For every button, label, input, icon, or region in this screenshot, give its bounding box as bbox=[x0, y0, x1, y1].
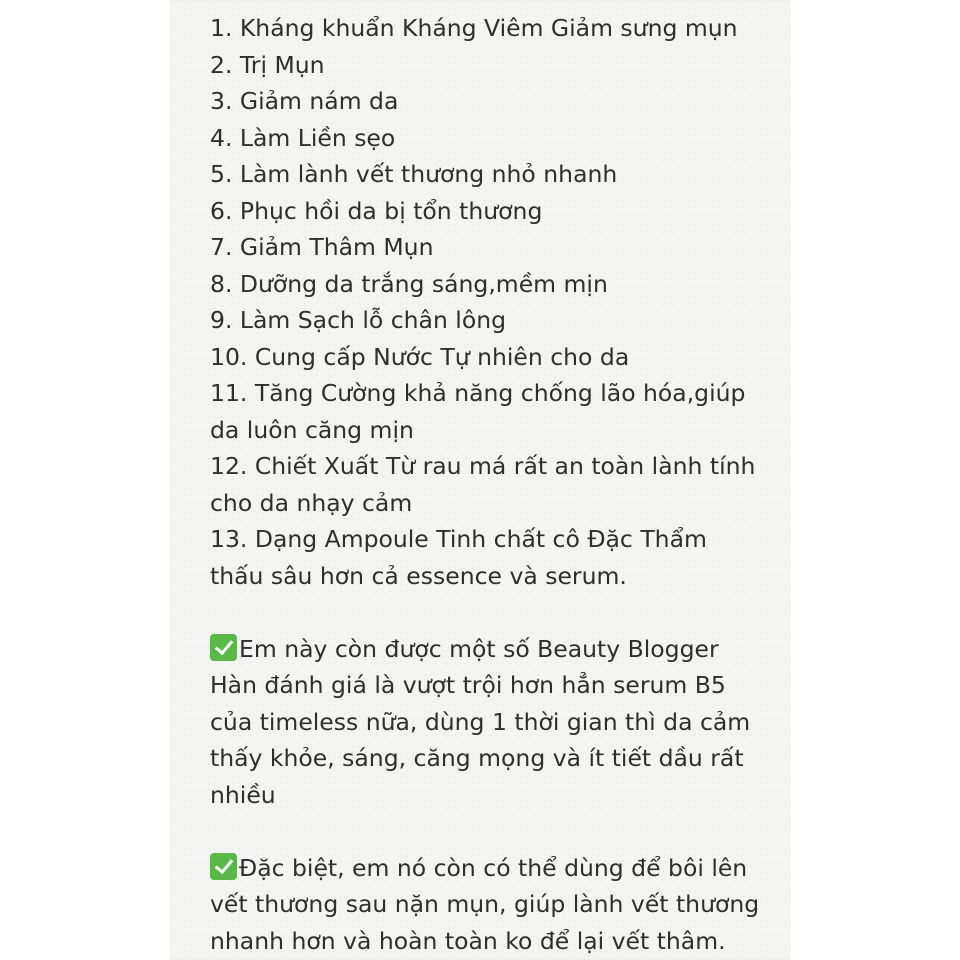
paragraph-1-line-5: nhiều bbox=[210, 780, 276, 809]
paragraph-1-line-4: thấy khỏe, sáng, căng mọng và ít tiết dầu rất bbox=[210, 744, 744, 772]
paragraph-2-line-1-text: Đặc biệt, em nó còn có thể dùng để bôi lên bbox=[239, 853, 748, 882]
paragraph-1-line-2: Hàn đánh giá là vượt trội hơn hẳn serum B5 bbox=[210, 671, 726, 699]
check-mark-icon bbox=[210, 634, 237, 661]
special-use-paragraph bbox=[210, 850, 770, 960]
list-item-5: 5. Làm lành vết thương nhỏ nhanh bbox=[210, 160, 618, 188]
list-item-6: 6. Phục hồi da bị tổn thương bbox=[210, 196, 543, 225]
blank-line bbox=[210, 594, 770, 631]
notes-text bbox=[210, 10, 770, 959]
list-item-12-line-2: cho da nhạy cảm bbox=[210, 488, 413, 517]
list-item-13-line-1: 13. Dạng Ampoule Tinh chất cô Đặc Thẩm bbox=[210, 525, 707, 553]
list-item-1: 1. Kháng khuẩn Kháng Viêm Giảm sưng mụn bbox=[210, 14, 738, 42]
list-item-7: 7. Giảm Thâm Mụn bbox=[210, 233, 434, 261]
blogger-review-paragraph bbox=[210, 631, 770, 814]
benefits-list bbox=[210, 10, 770, 594]
paragraph-1-line-1-text: Em này còn được một số Beauty Blogger bbox=[239, 634, 719, 663]
paragraph-2-line-1 bbox=[210, 850, 770, 887]
paragraph-2-line-2: vết thương sau nặn mụn, giúp lành vết thương bbox=[210, 890, 760, 918]
list-item-11-line-2: da luôn căng mịn bbox=[210, 415, 414, 444]
list-item-2: 2. Trị Mụn bbox=[210, 50, 325, 79]
paragraph-2-line-3: nhanh hơn và hoàn toàn ko để lại vết thâm. bbox=[210, 926, 726, 955]
paragraph-1-line-3: của timeless nữa, dùng 1 thời gian thì da cảm bbox=[210, 707, 751, 736]
list-item-12-line-1: 12. Chiết Xuất Từ rau má rất an toàn lành tính bbox=[210, 452, 756, 480]
list-item-4: 4. Làm Liền sẹo bbox=[210, 123, 396, 152]
check-mark-icon bbox=[210, 853, 237, 880]
list-item-9: 9. Làm Sạch lỗ chân lông bbox=[210, 306, 507, 334]
paragraph-1-line-1 bbox=[210, 631, 770, 668]
list-item-11-line-1: 11. Tăng Cường khả năng chống lão hóa,giúp bbox=[210, 379, 746, 407]
list-item-13-line-2: thấu sâu hơn cả essence và serum. bbox=[210, 561, 627, 590]
list-item-8: 8. Dưỡng da trắng sáng,mềm mịn bbox=[210, 269, 608, 298]
list-item-3: 3. Giảm nám da bbox=[210, 87, 399, 115]
blank-line bbox=[210, 813, 770, 850]
list-item-10: 10. Cung cấp Nước Tự nhiên cho da bbox=[210, 342, 630, 371]
